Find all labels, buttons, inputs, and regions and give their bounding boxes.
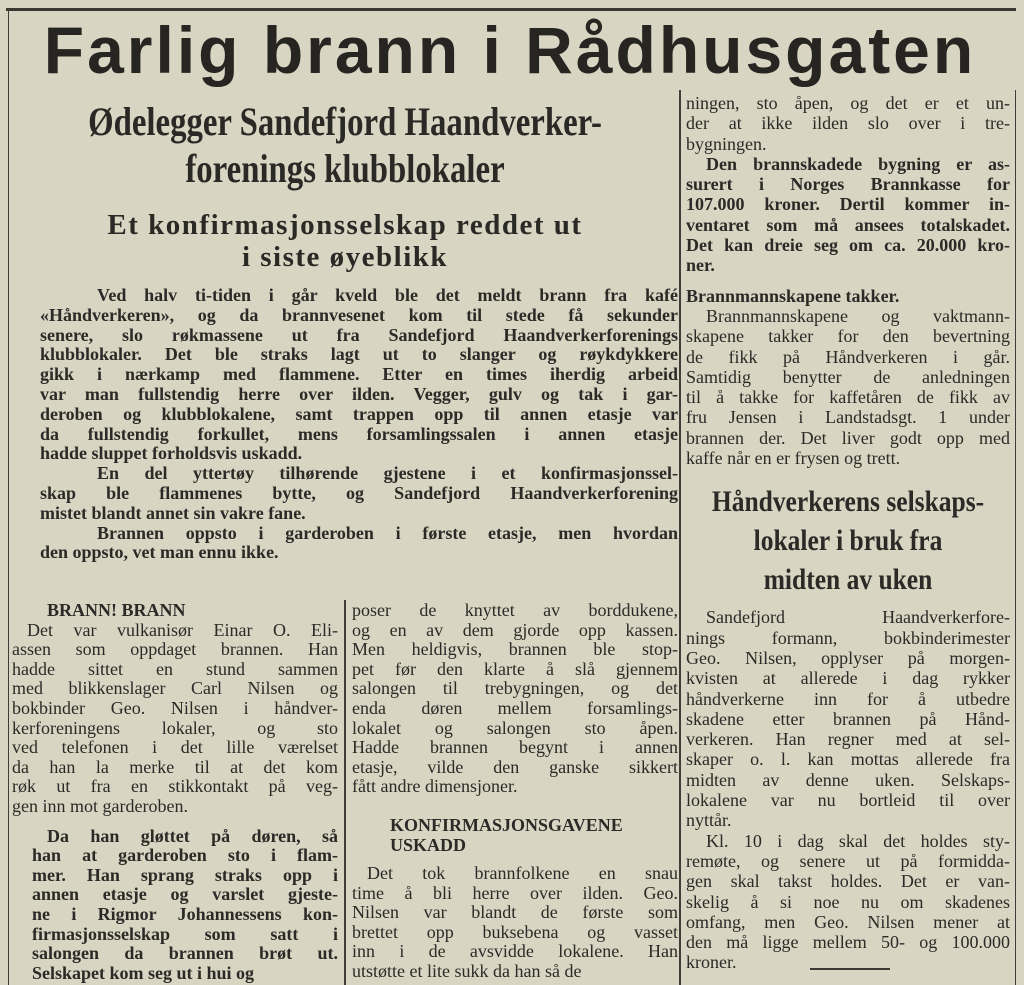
- text-line: med blikkenslager Carl Nilsen og: [12, 679, 338, 699]
- text-line: skadene etter brannen på Hånd-: [686, 708, 1010, 729]
- text-line: skapene takker for den bevertning: [686, 326, 1010, 347]
- subheadline-line: forenings klubblokaler: [185, 146, 505, 191]
- text-line: da fullstendig forkullet, mens forsamlingssalen i annen etasje: [40, 424, 678, 444]
- text-line: Men heldigvis, brannen ble stop-: [352, 640, 678, 660]
- text-line: og en av dem gjorde opp kassen.: [352, 620, 678, 640]
- paragraph: [686, 831, 1010, 973]
- subheadline: [79, 98, 612, 192]
- text-line: kerforeningens lokaler, og sto: [12, 718, 338, 738]
- paragraph: [686, 306, 1010, 468]
- text-line: brannen der. Det liver godt opp med: [686, 427, 1010, 448]
- text-line: var man fullstendig herre over ilden. Vegger, gulv og tak i gar-: [40, 384, 678, 404]
- section-heading-konfirmasjonsgavene: [352, 815, 678, 855]
- paragraph: [352, 864, 678, 982]
- subheadline-line: Ødelegger Sandefjord Haandverker-: [88, 99, 602, 144]
- text-line: firmasjonsselskap som satt i: [32, 924, 338, 944]
- text-line: skelig å si noe nu om skadenes: [686, 891, 1010, 912]
- text-line: mistet blandt annet sin vakre fane.: [40, 503, 306, 523]
- text-line: den oppsto, vet man ennu ikke.: [40, 543, 279, 563]
- text-line: salongen da brannen brøt ut.: [32, 944, 338, 964]
- right-column-divider: [679, 90, 681, 985]
- text-line: klubblokaler. Det ble straks lagt ut to slanger og røykdykkere: [40, 345, 678, 365]
- text-line: hadde sittet en stund sammen: [12, 659, 338, 679]
- paragraph: [40, 464, 678, 523]
- text-line: surert i Norges Brannkasse for: [686, 174, 1010, 195]
- text-line: lokalene var nu bortleid til over: [686, 790, 1010, 811]
- text-line: En del yttertøy tilhørende gjestene i et konfirmasjonssel-: [97, 464, 678, 484]
- text-line: pet før den klarte å slå gjennem: [352, 659, 678, 679]
- text-line: gen inn mot garderoben.: [12, 796, 188, 816]
- paragraph: [686, 607, 1010, 830]
- text-line: Ved halv ti-tiden i går kveld ble det meldt brann fra kafé: [97, 286, 678, 305]
- text-line: til å takke for kaffetåren de fikk av: [686, 387, 1010, 408]
- paragraph-group: [12, 621, 338, 984]
- text-line: ner.: [686, 255, 715, 276]
- text-line: brettet opp buksebena og vasset: [352, 922, 678, 942]
- paragraph: [12, 827, 338, 984]
- text-line: «Håndverkeren», og da brannvesenet kom til stede få sekunder: [40, 305, 678, 325]
- text-line: Det kan dreie seg om ca. 20.000 kro-: [686, 235, 1010, 256]
- column-1: [12, 601, 338, 983]
- text-line: Sandefjord Haandverkerfore-: [706, 607, 1010, 628]
- text-line: Geo. Nilsen, opplyser på morgen-: [686, 647, 1010, 668]
- inner-column-divider: [344, 600, 346, 985]
- deck-line: i siste øyeblikk: [241, 241, 449, 273]
- text-line: etasje, vilde den ganske sikkert: [352, 757, 678, 777]
- text-line: Samtidig benytter de anledningen: [686, 366, 1010, 387]
- text-line: midten av denne uken. Selskaps-: [686, 769, 1010, 790]
- deck-line: Et konfirmasjonsselskap reddet ut: [107, 209, 583, 241]
- text-line: Hadde brannen begynt i annen: [352, 738, 678, 758]
- text-line: fått andre dimensjoner.: [352, 777, 518, 797]
- text-line: nyttår.: [686, 810, 732, 831]
- text-line: time å bli herre over ilden. Geo.: [352, 883, 678, 903]
- story-headline-line: midten av uken: [763, 563, 933, 597]
- text-line: kaffe når en er frysen og trett.: [686, 448, 901, 469]
- text-line: 107.000 kroner. Dertil kommer in-: [686, 194, 1010, 215]
- text-line: da han la merke til at det kom: [12, 757, 338, 777]
- text-line: ved telefonen i det lille værelset: [12, 738, 338, 758]
- text-line: verkeren. Han regner med at sel-: [686, 729, 1010, 750]
- text-line: han at garderoben sto i flam-: [32, 846, 338, 866]
- paragraph-group: [352, 864, 678, 982]
- paragraph: [12, 621, 338, 817]
- text-line: enda døren mellem forsamlings-: [352, 698, 678, 718]
- text-line: skaper o. l. kan mottas allerede fra: [686, 749, 1010, 770]
- text-line: lokalet og salongen sto åpen.: [352, 718, 678, 738]
- headline: Farlig brann i Rådhusgaten: [43, 13, 977, 87]
- text-line: utstøtte et lite sukk da han så de: [352, 961, 582, 981]
- deck: [20, 209, 670, 273]
- paragraph: [40, 524, 678, 564]
- section-heading-thanks: Brannmannskapene takker.: [686, 285, 900, 306]
- text-line: senere, slo røkmassene ut fra Sandefjord Haandverkerforenings: [40, 325, 678, 345]
- text-line: gen skal takst holdes. Det er van-: [686, 871, 1010, 892]
- text-line: Det var vulkanisør Einar O. Eli-: [27, 620, 338, 640]
- right-edge-rule: [1015, 90, 1016, 985]
- text-line: håndverkerne inn for å utbedre: [686, 688, 1010, 709]
- text-line: bygningen.: [686, 133, 767, 154]
- text-line: hadde sluppet forholdsvis uskadd.: [40, 444, 303, 464]
- text-line: ne i Rigmor Johannessens kon-: [32, 904, 338, 924]
- story-headline-line: Håndverkerens selskaps-: [711, 485, 985, 519]
- column-3: [686, 93, 1010, 973]
- heading-line: USKADD: [390, 834, 467, 855]
- text-line: ningen, sto åpen, og det er et un-: [686, 93, 1010, 113]
- text-line: røk ut fra en stikkontakt på veg-: [12, 777, 338, 797]
- text-line: fru Jensen i Landstadsgt. 1 under: [686, 407, 1010, 428]
- text-line: den må ligge mellem 50- og 100.000: [686, 932, 1010, 953]
- text-line: der at ikke ilden slo over i tre-: [686, 113, 1010, 134]
- paragraph-group: [686, 607, 1010, 972]
- text-line: skap ble flammenes bytte, og Sandefjord Haandverkerforening: [40, 483, 678, 503]
- heading-line: KONFIRMASJONSGAVENE: [390, 814, 623, 835]
- text-line: kroner.: [686, 952, 737, 973]
- paragraph-group: [352, 601, 678, 797]
- text-line: bokbinder Geo. Nilsen i håndver-: [12, 698, 338, 718]
- text-line: de fikk på Håndverkeren i går.: [686, 346, 1010, 367]
- paragraph-group: [40, 286, 678, 563]
- text-line: remøte, og senere ut på formidda-: [686, 850, 1010, 871]
- text-line: annen etasje og varslet gjeste-: [32, 885, 338, 905]
- paragraph: [686, 93, 1010, 154]
- paragraph: [352, 601, 678, 797]
- text-line: ventaret som må ansees totalskadet.: [686, 214, 1010, 235]
- text-line: omfang, men Geo. Nilsen mener at: [686, 911, 1010, 932]
- text-line: mer. Han sprang straks opp i: [32, 865, 338, 885]
- text-line: Selskapet kom seg ut i hui og: [32, 963, 255, 983]
- paragraph-group: [686, 93, 1010, 276]
- paragraph-group: [686, 306, 1010, 468]
- story-headline: [686, 482, 1010, 599]
- text-line: kvisten at allerede i dag rykker: [686, 668, 1010, 689]
- paragraph: [686, 154, 1010, 276]
- text-line: inn i de avsvidde lokalene. Han: [352, 942, 678, 962]
- text-line: Brannmannskapene og vaktmann-: [706, 305, 1010, 326]
- column-2: [352, 601, 678, 982]
- text-line: poser de knyttet av borddukene,: [352, 601, 678, 620]
- text-line: Den brannskadede bygning er as-: [706, 153, 1010, 174]
- text-line: salongen til trebygningen, og det: [352, 679, 678, 699]
- text-line: Nilsen var blandt de første som: [352, 903, 678, 923]
- text-line: Det tok brannfolkene en snau: [367, 863, 678, 883]
- section-heading-brann: BRANN! BRANN: [47, 600, 186, 620]
- story-headline-line: lokaler i bruk fra: [753, 524, 943, 558]
- left-edge-rule: [8, 10, 9, 985]
- text-line: nings formann, bokbinderimester: [686, 627, 1010, 648]
- top-rule: [6, 8, 1016, 11]
- text-line: Kl. 10 i dag skal det holdes sty-: [706, 830, 1010, 851]
- text-line: deroben og klubblokalene, samt trappen opp til annen etasje var: [40, 404, 678, 424]
- text-line: Brannen oppsto i garderoben i første etasje, men hvordan: [97, 523, 678, 543]
- lede-text: [40, 286, 678, 563]
- text-line: Da han gløttet på døren, så: [47, 826, 338, 846]
- paragraph: [40, 286, 678, 464]
- text-line: assen som oppdaget brannen. Han: [12, 640, 338, 660]
- text-line: gikk i nærkamp med flammene. Etter en times iherdig arbeid: [40, 365, 678, 385]
